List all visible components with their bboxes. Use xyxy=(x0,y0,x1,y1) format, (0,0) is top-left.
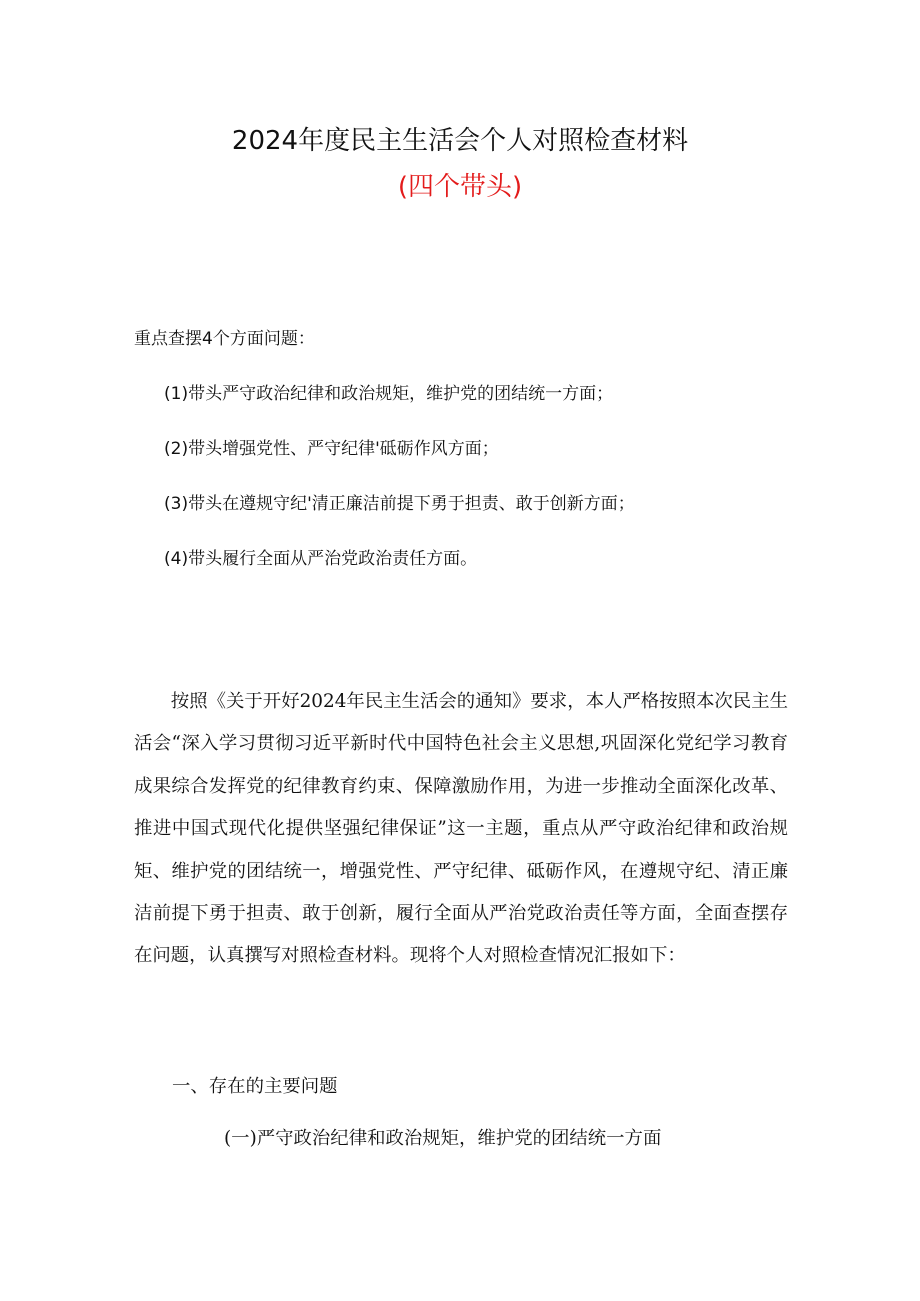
intro-heading: 重点查摆4个方面问题： xyxy=(134,329,315,349)
section-heading: 一、存在的主要问题 xyxy=(172,1076,338,1097)
list-item: (1)带头严守政治纪律和政治规矩，维护党的团结统一方面； xyxy=(164,384,614,404)
list-item: (4)带头履行全面从严治党政治责任方面。 xyxy=(164,549,478,569)
body-paragraph: 按照《关于开好2024年民主生活会的通知》要求，本人严格按照本次民主生活会“深入学习贯彻习近平新时代中国特色社会主义思想,巩固深化党纪学习教育成果综合发挥党的纪律教育约束、保障激励作用，为进一步推动全面深化改革、推进中国式现代化提供坚强纪律保证”这一主题，重点从严守政治纪律和政治规矩、维护党的团结统一，增强党性、严守纪律、砥砺作风，在遵规守纪、清正廉洁前提下勇于担责、敢于创新，履行全面从严治党政治责任等方面，全面查摆存在问题，认真撰写对照检查材料。现将个人对照检查情况汇报如下： xyxy=(134,691,788,967)
list-item: (3)带头在遵规守纪'清正廉洁前提下勇于担责、敢于创新方面； xyxy=(164,494,635,514)
document-title: 2024年度民主生活会个人对照检查材料 xyxy=(231,126,689,156)
document-subtitle: (四个带头) xyxy=(397,172,523,202)
subsection-heading: (一)严守政治纪律和政治规矩，维护党的团结统一方面 xyxy=(224,1128,662,1149)
list-item: (2)带头增强党性、严守纪律'砥砺作风方面； xyxy=(164,439,499,459)
